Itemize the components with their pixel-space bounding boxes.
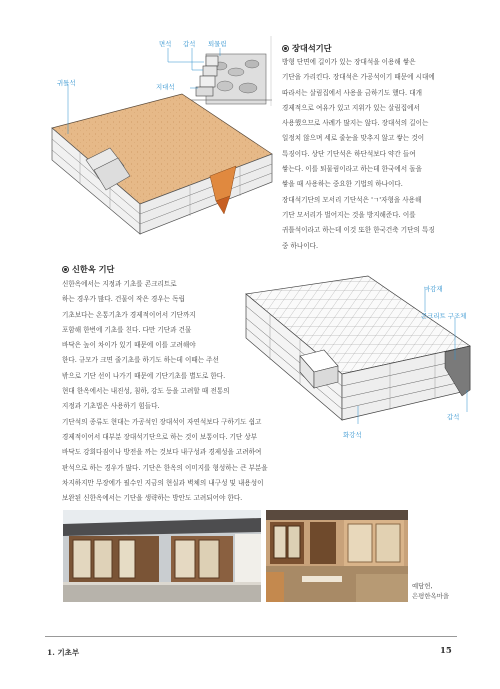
section-detail: [190, 36, 272, 106]
text-line: 방형 단면에 길이가 있는 장대석을 이용해 쌓은: [282, 58, 416, 66]
text-line: 쌓는다. 이를 퇴물림이라고 하는데 한국에서 돌을: [282, 165, 422, 174]
text-line: 밖으로 기단 선이 나가기 때문에 기단기초를 별도로 한다.: [62, 371, 226, 380]
label-gwiteulseok: 귀틀석: [57, 79, 76, 87]
label-magamjae: 마감재: [424, 285, 443, 293]
text-line: 신한옥에서는 지정과 기초를 콘크리트로: [62, 280, 177, 288]
text-line: 사용했으므로 사례가 많지는 않다. 장대석의 길이는: [282, 119, 429, 128]
photo-caption: [412, 581, 449, 601]
text-line: 포함해 한번에 기초를 친다. 다만 기단과 건물: [62, 325, 192, 334]
caption-line: 예담헌,: [412, 582, 433, 590]
text-line: 기단석의 종류도 현대는 가공석인 장대석이 자연석보다 구하기도 쉽고: [62, 417, 262, 426]
text-line: 경제적이어서 대부분 장대석기단으로 하는 것이 보통이다. 기단 상부: [62, 432, 258, 441]
hanok-exterior-photo: [266, 510, 408, 602]
text-line: 하는 경우가 많다. 건물이 작은 경우는 독립: [62, 295, 185, 304]
label-hwagangseok: 화강석: [343, 431, 362, 439]
label-gapseok-2: 갑석: [447, 413, 460, 421]
text-line: 보완된 신한옥에서는 기단을 생략하는 방안도 고려되어야 한다.: [62, 494, 243, 503]
bullet-icon: [282, 45, 289, 52]
label-toemullim: 퇴물림: [208, 40, 227, 48]
text-line: 경제적으로 여유가 있고 지위가 있는 살림집에서: [282, 103, 420, 112]
hanok-courtyard-photo: [63, 510, 261, 602]
section-title-sinhanok: [62, 264, 114, 275]
text-line: 지정과 기초법은 사용하기 힘들다.: [62, 402, 160, 411]
text-line: 일정치 않으며 세로 줄눈을 맞추지 않고 쌓는 것이: [282, 134, 425, 143]
text-line: 기초보다는 온통기초가 경제적이어서 기단까지: [62, 310, 196, 319]
text-line: 판석으로 하는 경우가 많다. 기단은 한옥의 이미지를 형성하는 큰 부분을: [62, 463, 268, 472]
page-number: 15: [440, 646, 452, 656]
footer-chapter: 1. 기초부: [47, 648, 80, 657]
text-line: 기단 모서리가 벌어지는 것을 방지해준다. 이를: [282, 210, 416, 219]
concrete-platform: [246, 276, 470, 420]
text-line: 귀틀석이라고 하는데 이것 또한 한국건축 기단의 특징: [282, 226, 435, 235]
section-title-jangdaeseok: [282, 43, 332, 54]
footer-divider: [45, 636, 457, 637]
bullet-icon: [62, 266, 69, 273]
section-title-text: 장대석기단: [292, 43, 332, 53]
label-gapseok: 갑석: [183, 40, 196, 48]
label-jidaeseok: 지대석: [156, 83, 175, 91]
label-concrete-structure: 콘크리트 구조체: [421, 312, 467, 320]
stone-platform: [52, 94, 272, 234]
text-line: 기단을 가리킨다. 장대석은 가공석이기 때문에 시대에: [282, 73, 435, 82]
text-line: 바닥도 강회다짐이나 방전을 까는 것보다 내구성과 경제성을 고려하여: [62, 448, 262, 457]
section-title-text: 신한옥 기단: [72, 264, 115, 274]
text-line: 쌓을 때 사용하는 중요한 기법의 하나이다.: [282, 180, 403, 189]
sinhanok-gidan-illustration: [240, 272, 480, 432]
text-line: 중 하나이다.: [282, 241, 319, 250]
text-line: 한다. 규모가 크면 줄기초를 하기도 하는데 이때는 주선: [62, 356, 219, 365]
text-line: 바닥은 높이 차이가 있기 때문에 이를 고려해야: [62, 341, 196, 350]
text-line: 차지하지만 무장에가 필수인 지금의 현실과 벽체의 내구성 및 내용성이: [62, 478, 264, 487]
jangdaeseok-gidan-illustration: [40, 36, 285, 246]
text-line: 따라서는 살림집에서 사용을 금하기도 했다. 대개: [282, 88, 422, 97]
text-line: 장대석기단의 모서리 기단석은 'ㄱ'자형을 사용해: [282, 195, 422, 204]
text-line: 특징이다. 상단 기단석은 하단석보다 약간 들여: [282, 149, 416, 158]
text-line: 현대 한옥에서는 내진성, 침하, 강도 등을 고려할 때 전통의: [62, 387, 230, 396]
section2-paragraph: [62, 277, 268, 506]
caption-line: 은평한옥마을: [412, 592, 450, 600]
label-myeonseok: 면석: [159, 40, 172, 48]
section1-paragraph: [282, 55, 435, 254]
